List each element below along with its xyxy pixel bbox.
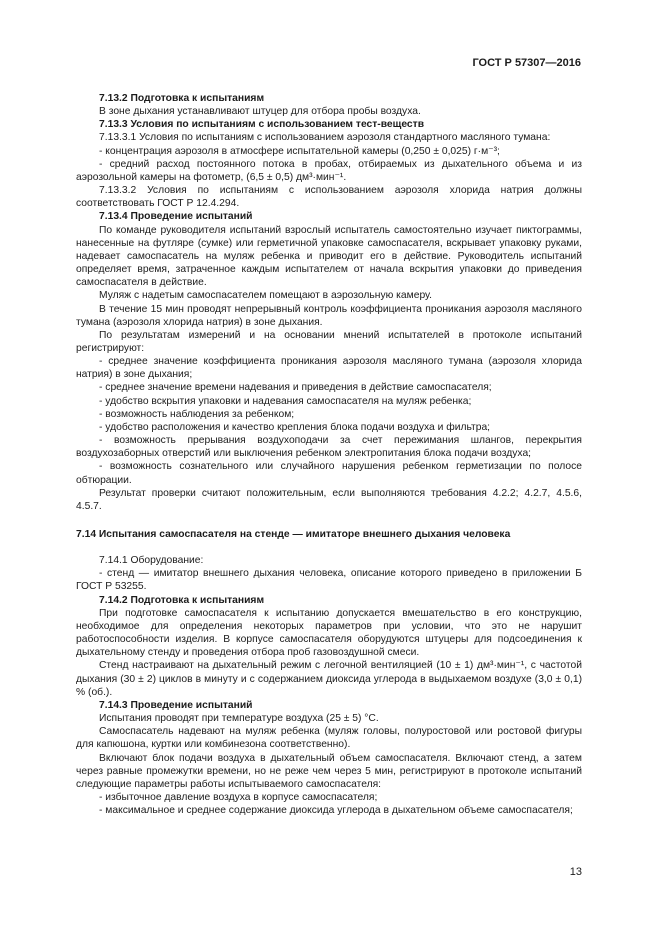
section-heading-7-13-4: 7.13.4 Проведение испытаний (99, 211, 253, 223)
paragraph: Включают блок подачи воздуха в дыхательный объем самоспасателя. Включают стенд, а затем через равные промежутки времени, но не реже чем через 5 мин, регистрируют в протоколе испытаний следующие параметры работы испытываемого самоспасателя: (76, 752, 582, 790)
list-item: - удобство вскрытия упаковки и надевания самоспасателя на муляж ребенка; (99, 395, 472, 407)
list-item: - средний расход постоянного потока в пробах, отбираемых из дыхательного объема и из аэрозольной камеры на фотометр, (6,5 ± 0,5) дм³·мин⁻¹. (76, 158, 582, 183)
paragraph: По команде руководителя испытаний взрослый испытатель самостоятельно изучает пиктограммы, нанесенные на футляре (сумке) или герметичной упаковке самоспасателя, вскрывает упаковку руками, надевает самоспасатель на муляж ребенка и приводит его в действие. Руководитель испытаний определяет время, затраченное каждым испытателем от начала вскрытия упаковки до приведения самоспасателя в действие. (76, 224, 582, 289)
section-heading-7-14: 7.14 Испытания самоспасателя на стенде — имитаторе внешнего дыхания человека (76, 529, 511, 540)
paragraph: 7.14.1 Оборудование: (99, 555, 204, 567)
paragraph: По результатам измерений и на основании мнений испытателей в протоколе испытаний регистрируют: (76, 329, 582, 354)
list-item: - возможность наблюдения за ребенком; (99, 408, 295, 420)
paragraph: Стенд настраивают на дыхательный режим с легочной вентиляцией (10 ± 1) дм³·мин⁻¹, с частотой дыхания (30 ± 2) циклов в минуту и с содержанием диоксида углерода в выдыхаемом воздухе (3,0 ± 0,1) % (об.). (76, 660, 582, 698)
list-item: - избыточное давление воздуха в корпусе самоспасателя; (99, 791, 378, 803)
section-heading-7-14-2: 7.14.2 Подготовка к испытаниям (99, 594, 265, 606)
list-item: - стенд — имитатор внешнего дыхания человека, описание которого приведено в приложении Б ГОСТ Р 53255. (76, 568, 582, 593)
paragraph: В зоне дыхания устанавливают штуцер для отбора пробы воздуха. (99, 106, 421, 118)
paragraph: Муляж с надетым самоспасателем помещают в аэрозольную камеру. (99, 290, 433, 302)
paragraph: 7.13.3.1 Условия по испытаниям с использованием аэрозоля стандартного масляного тумана: (99, 132, 551, 144)
paragraph: В течение 15 мин проводят непрерывный контроль коэффициента проникания аэрозоля масляного тумана (аэрозоля хлорида натрия) в зоне дыхания. (76, 303, 582, 328)
list-item: - удобство расположения и качество крепления блока подачи воздуха и фильтра; (99, 421, 491, 433)
paragraph: При подготовке самоспасателя к испытанию допускается вмешательство в его конструкцию, необходимое для определения некоторых параметров при условии, что это не нарушит работоспособности изделия. В корпусе самоспасателя оборудуются штуцеры для подсоединения к дыхательному стенду и проведения отбора проб газовоздушной смеси. (76, 607, 582, 659)
list-item: - максимальное и среднее содержание диоксида углерода в дыхательном объеме самоспасателя; (99, 805, 573, 817)
section-heading-7-13-2: 7.13.2 Подготовка к испытаниям (99, 93, 265, 104)
document-header-code: ГОСТ Р 57307—2016 (472, 57, 581, 69)
paragraph: 7.13.3.2 Условия по испытаниям с использованием аэрозоля хлорида натрия должны соответствовать ГОСТ Р 12.4.294. (76, 185, 582, 210)
document-body (76, 92, 582, 817)
paragraph: Самоспасатель надевают на муляж ребенка (муляж головы, полуростовой или ростовой фигуры для капюшона, куртки или комбинезона соответственно). (76, 726, 582, 751)
list-item: - возможность прерывания воздухоподачи за счет пережимания шлангов, перекрытия воздухозаборных отверстий или выключения ребенком электропитания блока подачи воздуха; (76, 435, 582, 460)
paragraph: Испытания проводят при температуре воздуха (25 ± 5) °С. (99, 713, 379, 725)
page-number: 13 (569, 866, 582, 878)
list-item: - возможность сознательного или случайного нарушения ребенком герметизации по полосе обтюрации. (76, 461, 582, 486)
list-item: - среднее значение коэффициента проникания аэрозоля масляного тумана (аэрозоля хлорида натрия) в зоне дыхания; (76, 356, 582, 381)
list-item: - концентрация аэрозоля в атмосфере испытательной камеры (0,250 ± 0,025) г·м⁻³; (99, 145, 500, 157)
section-heading-7-14-3: 7.14.3 Проведение испытаний (99, 699, 253, 711)
paragraph: Результат проверки считают положительным, если выполняются требования 4.2.2; 4.2.7, 4.5.6, 4.5.7. (76, 487, 582, 512)
list-item: - среднее значение времени надевания и приведения в действие самоспасателя; (99, 382, 492, 394)
section-heading-7-13-3: 7.13.3 Условия по испытаниям с использованием тест-веществ (99, 119, 425, 131)
